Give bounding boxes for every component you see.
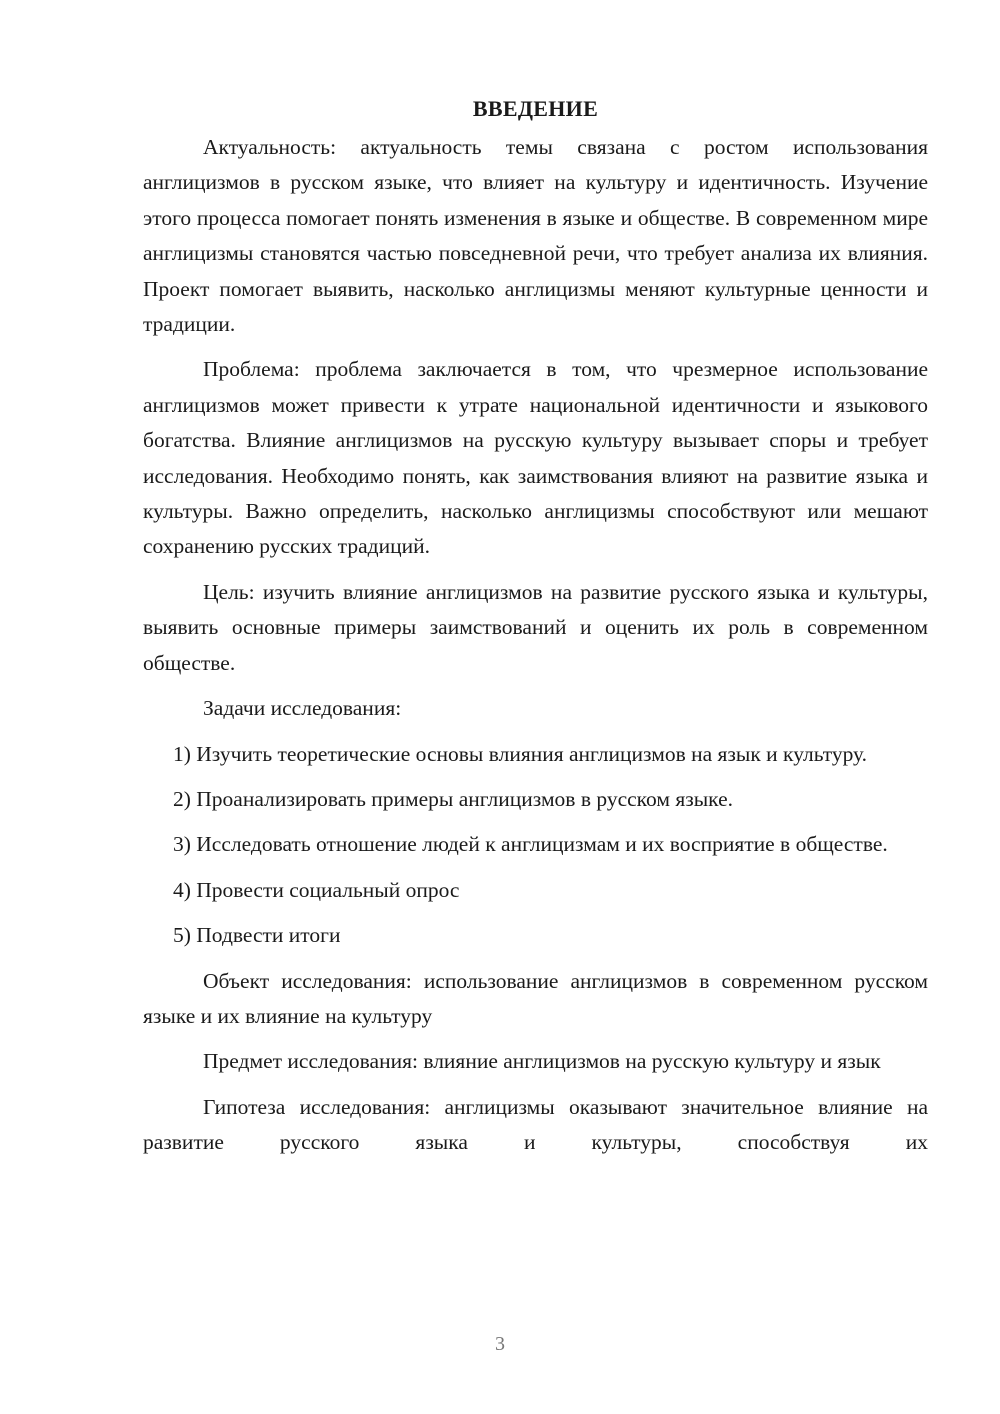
page-number: 3 [495,1333,505,1355]
object-paragraph: Объект исследования: использование англицизмов в современном русском языке и их влияние на культуру [143,968,928,1028]
task-item-3: 3) Исследовать отношение людей к англицизмам и их восприятие в обществе. [173,832,888,857]
page-title: ВВЕДЕНИЕ [472,96,599,121]
task-item-1: 1) Изучить теоретические основы влияния англицизмов на язык и культуру. [173,741,868,766]
tasks-heading: Задачи исследования: [203,696,402,721]
hypothesis-paragraph: Гипотеза исследования: англицизмы оказывают значительное влияние на развитие русского языка и культуры, способствуя их [143,1094,928,1155]
task-item-5: 5) Подвести итоги [173,923,341,948]
subject-paragraph: Предмет исследования: влияние англицизмов на русскую культуру и язык [203,1049,881,1074]
task-item-4: 4) Провести социальный опрос [173,877,460,902]
relevance-paragraph: Актуальность: актуальность темы связана с ростом использования англицизмов в русском языке, что влияет на культуру и идентичность. Изучение этого процесса помогает понять изменения в языке и обществе. В современном мире англицизмы становятся частью повседневной речи, что требует анализа их влияния. Проект помогает выявить, насколько англицизмы меняют культурные ценности и традиции. [143,135,928,337]
goal-paragraph: Цель: изучить влияние англицизмов на развитие русского языка и культуры, выявить основные примеры заимствований и оценить их роль в современном обществе. [143,579,928,675]
problem-paragraph: Проблема: проблема заключается в том, что чрезмерное использование англицизмов может привести к утрате национальной идентичности и языкового богатства. Влияние англицизмов на русскую культуру вызывает споры и требует исследования. Необходимо понять, как заимствования влияют на развитие языка и культуры. Важно определить, насколько англицизмы способствуют или мешают сохранению русских традиций. [143,357,928,559]
task-item-2: 2) Проанализировать примеры англицизмов в русском языке. [173,786,733,811]
document-page [143,94,928,1171]
